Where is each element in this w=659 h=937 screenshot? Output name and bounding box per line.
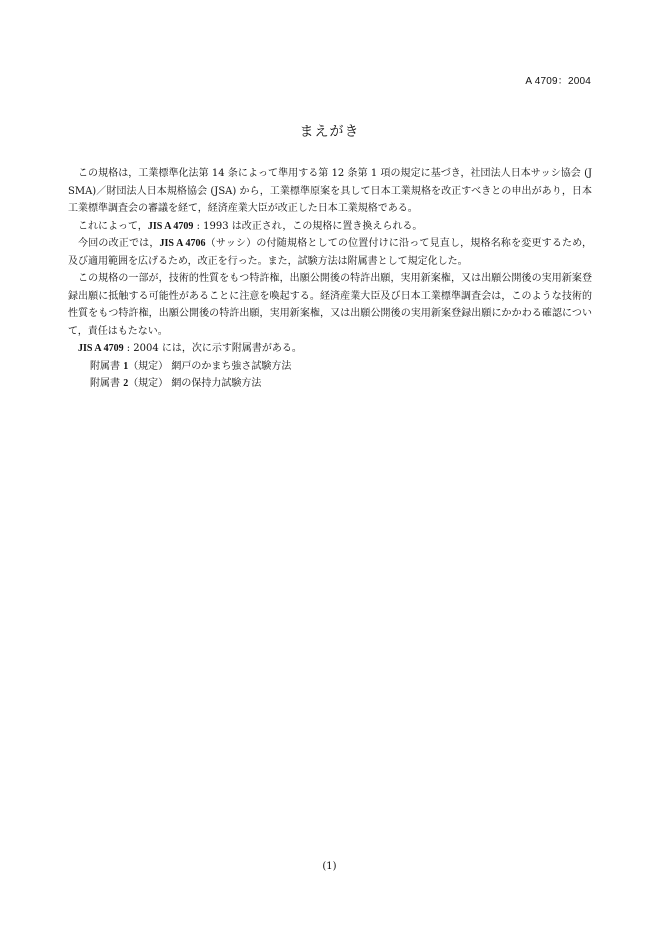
- paragraph-4: この規格の一部が，技術的性質をもつ特許権，出願公開後の特許出願，実用新案権，又は出願公開後の実用新案登録出願に抵触する可能性があることに注意を喚起する。経済産業大臣及び日本工業標準調査会は，このような技術的性質をもつ特許権，出願公開後の特許出願，実用新案権，又は出願公開後の実用新案登録出願にかかわる確認について，責任はもたない。: [68, 273, 592, 337]
- annex-prefix: 附属書: [90, 360, 124, 372]
- annex-type: （規定）: [128, 378, 169, 389]
- paragraph-5-post: : 2004 には，次に示す附属書がある。: [123, 343, 302, 354]
- standard-ref-jis-a-4709-2004: JIS A 4709: [78, 343, 124, 354]
- foreword-body: [68, 165, 592, 393]
- annex-title: 網戸のかまち強さ試験方法: [171, 360, 292, 372]
- annex-type: （規定）: [128, 360, 169, 372]
- page-number: (1): [322, 861, 337, 872]
- annex-item-2: [68, 375, 592, 393]
- page-title: まえがき: [299, 124, 360, 140]
- paragraph-3-post: （サッシ）の付随規格としての位置付けに沿って見直し，規格名称を変更するため，及び適用範囲を広げるため，改正を行った。また，試験方法は附属書として規定化した。: [68, 238, 593, 267]
- paragraph-1: この規格は，工業標準化法第 14 条によって準用する第 12 条第 1 項の規定に基づき，社団法人日本サッシ協会 (JSMA)／財団法人日本規格協会 (JSA) から，工業標準原案を具して日本工業規格を改正すべきとの申出があり，日本工業標準調査会の審議を経て，経済産業大臣が改正した日本工業規格である。: [68, 168, 592, 214]
- paragraph-2-post: : 1993 は改正され，この規格に置き換えられる。: [193, 220, 423, 232]
- annex-item-1: [68, 358, 592, 376]
- annex-number: 1: [123, 360, 129, 372]
- paragraph-3: [68, 235, 592, 270]
- annex-prefix: 附属書: [90, 378, 124, 389]
- standard-ref-jis-a-4706: JIS A 4706: [159, 238, 206, 249]
- annex-number: 2: [123, 378, 129, 389]
- standard-ref-jis-a-4709: JIS A 4709: [147, 220, 194, 232]
- paragraph-2-pre: これによって，: [78, 220, 148, 232]
- paragraph-5: [68, 340, 592, 358]
- paragraph-3-pre: 今回の改正では，: [78, 238, 160, 249]
- paragraph-2: [68, 218, 592, 236]
- annex-title: 網の保持力試験方法: [171, 378, 262, 389]
- standard-reference: A 4709：2004: [525, 76, 591, 87]
